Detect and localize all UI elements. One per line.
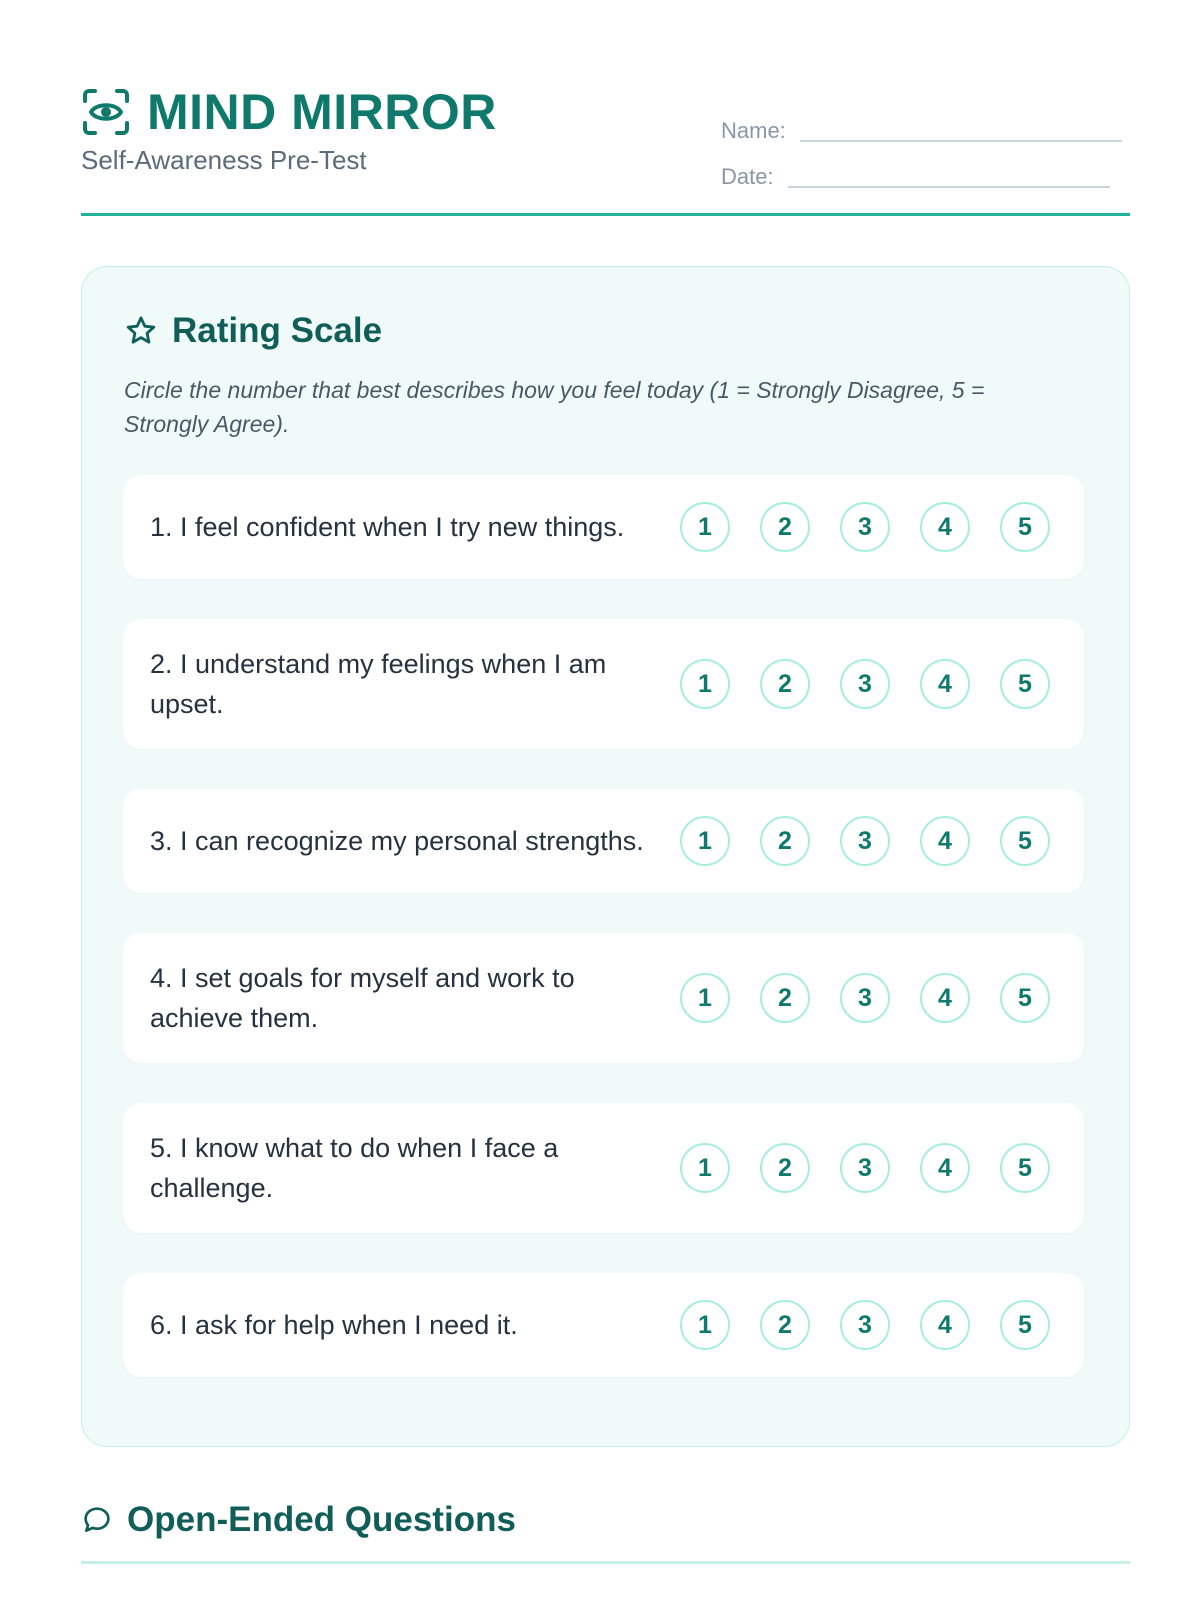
date-row	[721, 146, 1130, 192]
rating-options	[680, 1300, 1050, 1350]
question-4	[123, 933, 1084, 1063]
question-6	[123, 1273, 1084, 1377]
rating-option-2[interactable]: 2	[760, 659, 810, 709]
speech-bubble-icon	[81, 1504, 113, 1536]
rating-option-5[interactable]: 5	[1000, 1300, 1050, 1350]
student-info	[721, 100, 1130, 192]
rating-option-2[interactable]: 2	[760, 1300, 810, 1350]
rating-option-3[interactable]: 3	[840, 659, 890, 709]
rating-option-5[interactable]: 5	[1000, 659, 1050, 709]
rating-option-2[interactable]: 2	[760, 502, 810, 552]
rating-option-4[interactable]: 4	[920, 502, 970, 552]
question-2	[123, 619, 1084, 749]
worksheet-page	[81, 0, 1130, 1539]
rating-option-3[interactable]: 3	[840, 1143, 890, 1193]
rating-option-1[interactable]: 1	[680, 1300, 730, 1350]
question-3	[123, 789, 1084, 893]
date-label: Date:	[721, 164, 774, 189]
rating-options	[680, 659, 1050, 709]
rating-options	[680, 1143, 1050, 1193]
rating-option-2[interactable]: 2	[760, 973, 810, 1023]
rating-option-3[interactable]: 3	[840, 816, 890, 866]
rating-scale-heading	[124, 311, 382, 351]
question-text: 1. I feel confident when I try new things.	[150, 512, 625, 542]
rating-option-2[interactable]: 2	[760, 816, 810, 866]
rating-option-1[interactable]: 1	[680, 816, 730, 866]
name-label: Name:	[721, 118, 786, 143]
rating-option-5[interactable]: 5	[1000, 1143, 1050, 1193]
rating-option-5[interactable]: 5	[1000, 973, 1050, 1023]
question-1	[123, 475, 1084, 579]
question-text: 5. I know what to do when I face a challenge.	[150, 1133, 559, 1203]
rating-option-4[interactable]: 4	[920, 1143, 970, 1193]
rating-option-5[interactable]: 5	[1000, 816, 1050, 866]
rating-option-3[interactable]: 3	[840, 1300, 890, 1350]
eye-scan-icon	[81, 87, 131, 137]
rating-option-1[interactable]: 1	[680, 1143, 730, 1193]
rating-option-3[interactable]: 3	[840, 502, 890, 552]
name-field[interactable]	[800, 140, 1122, 142]
rating-option-1[interactable]: 1	[680, 973, 730, 1023]
name-row	[721, 100, 1130, 146]
question-text: 4. I set goals for myself and work to achieve them.	[150, 963, 575, 1033]
open-ended-title: Open-Ended Questions	[127, 1500, 516, 1539]
rating-option-1[interactable]: 1	[680, 502, 730, 552]
star-icon	[124, 314, 158, 348]
rating-option-2[interactable]: 2	[760, 1143, 810, 1193]
app-title: MIND MIRROR	[147, 84, 497, 140]
question-text: 3. I can recognize my personal strengths.	[150, 826, 644, 856]
rating-options	[680, 502, 1050, 552]
rating-option-4[interactable]: 4	[920, 659, 970, 709]
rating-option-3[interactable]: 3	[840, 973, 890, 1023]
brand	[81, 84, 497, 140]
rating-option-1[interactable]: 1	[680, 659, 730, 709]
rating-option-4[interactable]: 4	[920, 1300, 970, 1350]
instructions: Circle the number that best describes how you feel today (1 = Strongly Disagree, 5 = Strongly Agree).	[124, 377, 985, 437]
question-5	[123, 1103, 1084, 1233]
question-text: 6. I ask for help when I need it.	[150, 1310, 518, 1340]
rating-option-4[interactable]: 4	[920, 816, 970, 866]
rating-option-5[interactable]: 5	[1000, 502, 1050, 552]
rating-scale-title: Rating Scale	[172, 311, 383, 350]
rating-option-4[interactable]: 4	[920, 973, 970, 1023]
rating-scale-card	[81, 266, 1130, 1447]
rating-options	[680, 973, 1050, 1023]
page-subtitle: Self-Awareness Pre-Test	[81, 145, 367, 175]
rating-options	[680, 816, 1050, 866]
date-field[interactable]	[788, 186, 1110, 188]
header	[81, 0, 1130, 216]
section-divider	[81, 1561, 1130, 1564]
open-ended-heading	[81, 1500, 516, 1540]
question-text: 2. I understand my feelings when I am upset.	[150, 649, 607, 719]
